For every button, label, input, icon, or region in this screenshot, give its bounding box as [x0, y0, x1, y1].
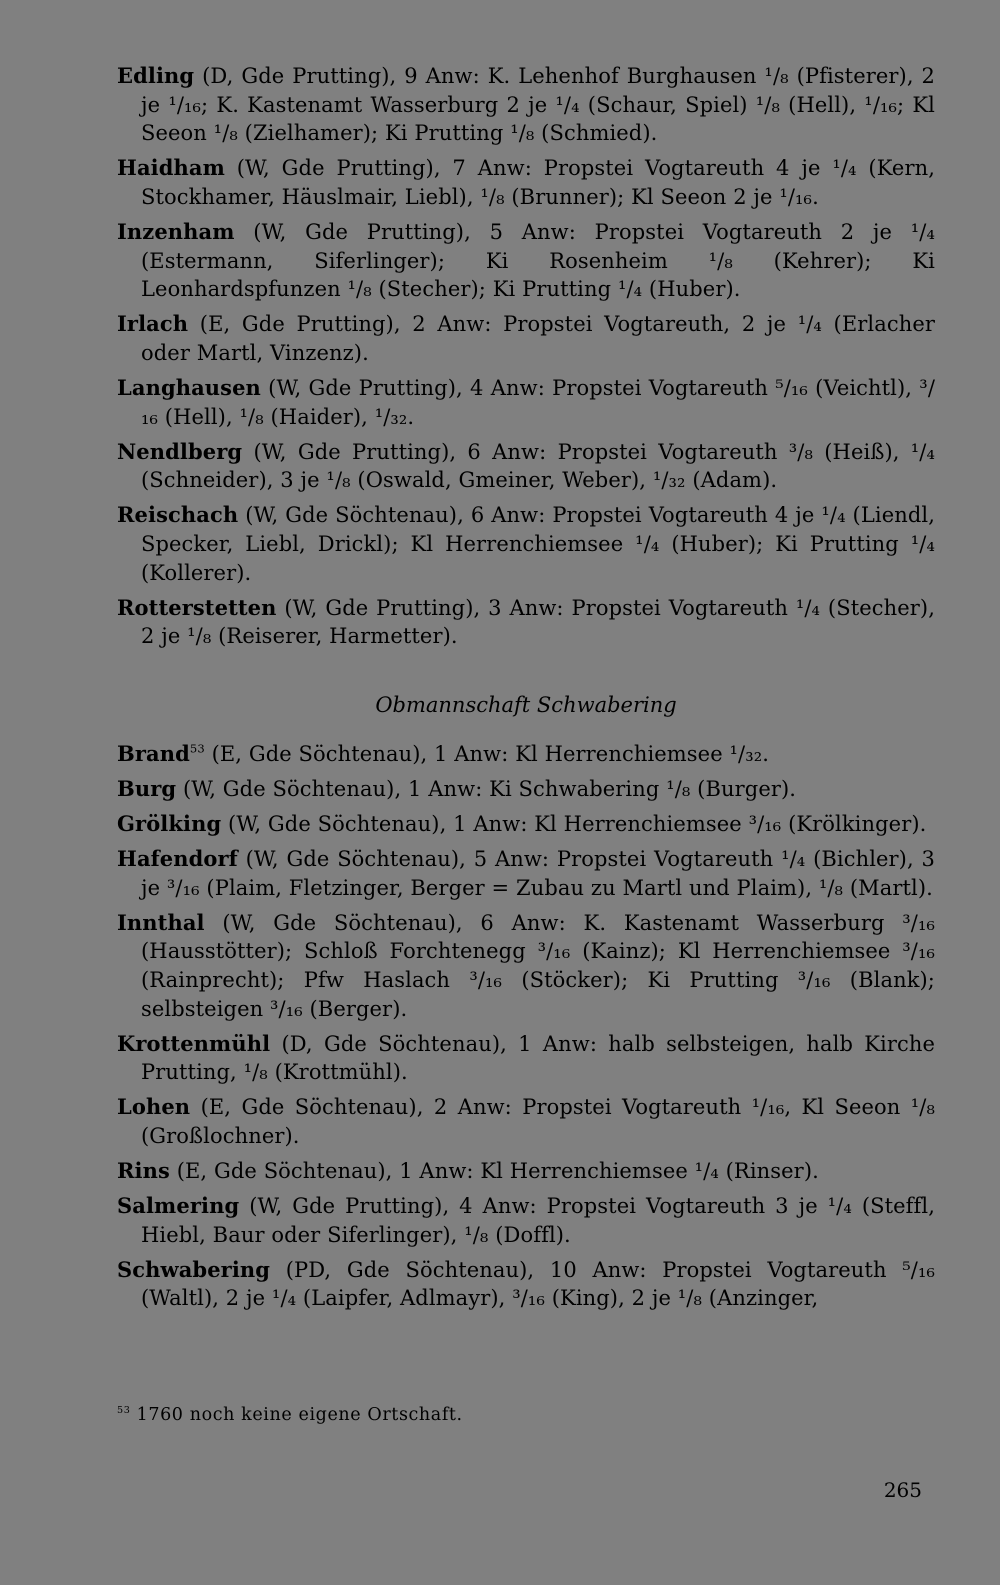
section-heading: Obmannschaft Schwabering — [375, 692, 677, 717]
entry-text: (E, Gde Söchtenau), 1 Anw: Kl Herrenchiemsee ¹/₄ (Rinser). — [176, 1159, 819, 1183]
entry-text: (D, Gde Prutting), 9 Anw: K. Lehenhof Burghausen ¹/₈ (Pfisterer), 2 je ¹/₁₆; K. Kastenamt Wasserburg 2 je ¹/₄ (Schaur, Spiel) ¹/₈ (Hell), ¹/₁₆; Kl Seeon ¹/₈ (Zielhamer); Ki Prutting ¹/₈ (Schmied). — [141, 64, 935, 146]
entry-schwabering — [117, 1256, 935, 1313]
entry-groelking — [117, 810, 935, 839]
entries-list-prutting — [117, 62, 935, 651]
entry-text: (W, Gde Prutting), 6 Anw: Propstei Vogtareuth ³/₈ (Heiß), ¹/₄ (Schneider), 3 je ¹/₈ (Oswald, Gmeiner, Weber), ¹/₃₂ (Adam). — [141, 439, 935, 493]
entry-name: Burg — [117, 775, 177, 801]
entry-name: Innthal — [117, 909, 205, 935]
entry-hafendorf — [117, 845, 935, 902]
entry-name: Reischach — [117, 502, 239, 528]
entry-text: (W, Gde Prutting), 3 Anw: Propstei Vogtareuth ¹/₄ (Stecher), 2 je ¹/₈ (Reiserer, Harmetter). — [141, 595, 935, 649]
entry-irlach — [117, 310, 935, 367]
entry-text: (W, Gde Söchtenau), 1 Anw: Kl Herrenchiemsee ³/₁₆ (Krölkinger). — [228, 811, 927, 836]
entry-text: (W, Gde Prutting), 7 Anw: Propstei Vogtareuth 4 je ¹/₄ (Kern, Stockhamer, Häuslmair, Liebl), ¹/₈ (Brunner); Kl Seeon 2 je ¹/₁₆. — [141, 156, 935, 209]
footnote — [117, 1405, 463, 1425]
entry-brand — [117, 740, 935, 769]
entry-name: Schwabering — [117, 1256, 271, 1282]
footnote-text: 1760 noch keine eigene Ortschaft. — [136, 1405, 463, 1425]
entry-text: (W, Gde Söchtenau), 6 Anw: K. Kastenamt Wasserburg ³/₁₆ (Hausstötter); Schloß Forchtenegg ³/₁₆ (Kainz); Kl Herrenchiemsee ³/₁₆ (Rainprecht); Pfw Haslach ³/₁₆ (Stöcker); Ki Prutting ³/₁₆ (Blank); selbsteigen ³/₁₆ (Berger). — [141, 910, 935, 1021]
entry-rins — [117, 1157, 935, 1186]
entry-text: (E, Gde Söchtenau), 2 Anw: Propstei Vogtareuth ¹/₁₆, Kl Seeon ¹/₈ (Großlochner). — [141, 1095, 936, 1148]
entry-name: Irlach — [117, 311, 189, 337]
text-block — [117, 62, 935, 1319]
entry-text: (W, Gde Söchtenau), 6 Anw: Propstei Vogtareuth 4 je ¹/₄ (Liendl, Specker, Liebl, Drickl); Kl Herrenchiemsee ¹/₄ (Huber); Ki Prutting ¹/₄ (Kollerer). — [141, 503, 936, 585]
entry-salmering — [117, 1192, 935, 1249]
entry-krottenmuehl — [117, 1030, 935, 1087]
entry-name: Grölking — [117, 810, 222, 836]
entry-name: Langhausen — [117, 374, 261, 400]
entry-name: Salmering — [117, 1193, 240, 1219]
entry-rotterstetten — [117, 594, 935, 651]
entry-text: (D, Gde Söchtenau), 1 Anw: halb selbsteigen, halb Kirche Prutting, ¹/₈ (Krottmühl). — [141, 1031, 936, 1085]
entry-text: (W, Gde Söchtenau), 5 Anw: Propstei Vogtareuth ¹/₄ (Bichler), 3 je ³/₁₆ (Plaim, Fletzinger, Berger = Zubau zu Martl und Plaim), ¹/₈ (Martl). — [141, 847, 935, 900]
entry-text: (W, Gde Söchtenau), 1 Anw: Ki Schwabering ¹/₈ (Burger). — [182, 776, 797, 801]
entry-name: Lohen — [117, 1094, 191, 1120]
entry-text: (W, Gde Prutting), 4 Anw: Propstei Vogtareuth 3 je ¹/₄ (Steffl, Hiebl, Baur oder Siferlinger), ¹/₈ (Doffl). — [141, 1194, 936, 1247]
entry-name: Haidham — [117, 155, 225, 181]
entries-list-schwabering — [117, 740, 935, 1313]
entry-text: (PD, Gde Söchtenau), 10 Anw: Propstei Vogtareuth ⁵/₁₆ (Waltl), 2 je ¹/₄ (Laipfer, Adlmayr), ³/₁₆ (King), 2 je ¹/₈ (Anzinger, — [141, 1257, 935, 1311]
entry-reischach — [117, 501, 935, 587]
entry-name: Rins — [117, 1158, 170, 1183]
entry-inzenham — [117, 218, 935, 304]
footnote-marker: 53 — [117, 1404, 131, 1416]
entry-name: Brand — [117, 740, 190, 766]
entry-text: (W, Gde Prutting), 4 Anw: Propstei Vogtareuth ⁵/₁₆ (Veichtl), ³/₁₆ (Hell), ¹/₈ (Haider), ¹/₃₂. — [141, 375, 935, 429]
entry-name: Rotterstetten — [117, 594, 277, 620]
entry-langhausen — [117, 374, 935, 431]
page-number: 265 — [883, 1478, 922, 1502]
entry-text: (E, Gde Söchtenau), 1 Anw: Kl Herrenchiemsee ¹/₃₂. — [211, 741, 770, 766]
entry-haidham — [117, 154, 935, 211]
entry-name: Inzenham — [117, 218, 235, 244]
entry-edling — [117, 62, 935, 148]
entry-burg — [117, 775, 935, 804]
entry-lohen — [117, 1093, 935, 1150]
entry-text: (E, Gde Prutting), 2 Anw: Propstei Vogtareuth, 2 je ¹/₄ (Erlacher oder Martl, Vinzenz). — [141, 312, 935, 365]
entry-innthal — [117, 909, 935, 1023]
entry-name: Nendlberg — [117, 438, 243, 464]
footnote-reference: 53 — [189, 741, 205, 756]
entry-name: Hafendorf — [117, 846, 238, 872]
entry-name: Edling — [117, 63, 195, 88]
entry-name: Krottenmühl — [117, 1030, 271, 1056]
entry-nendlberg — [117, 438, 935, 495]
entry-text: (W, Gde Prutting), 5 Anw: Propstei Vogtareuth 2 je ¹/₄ (Estermann, Siferlinger); Ki Rosenheim ¹/₈ (Kehrer); Ki Leonhardspfunzen ¹/₈ (Stecher); Ki Prutting ¹/₄ (Huber). — [141, 219, 935, 302]
